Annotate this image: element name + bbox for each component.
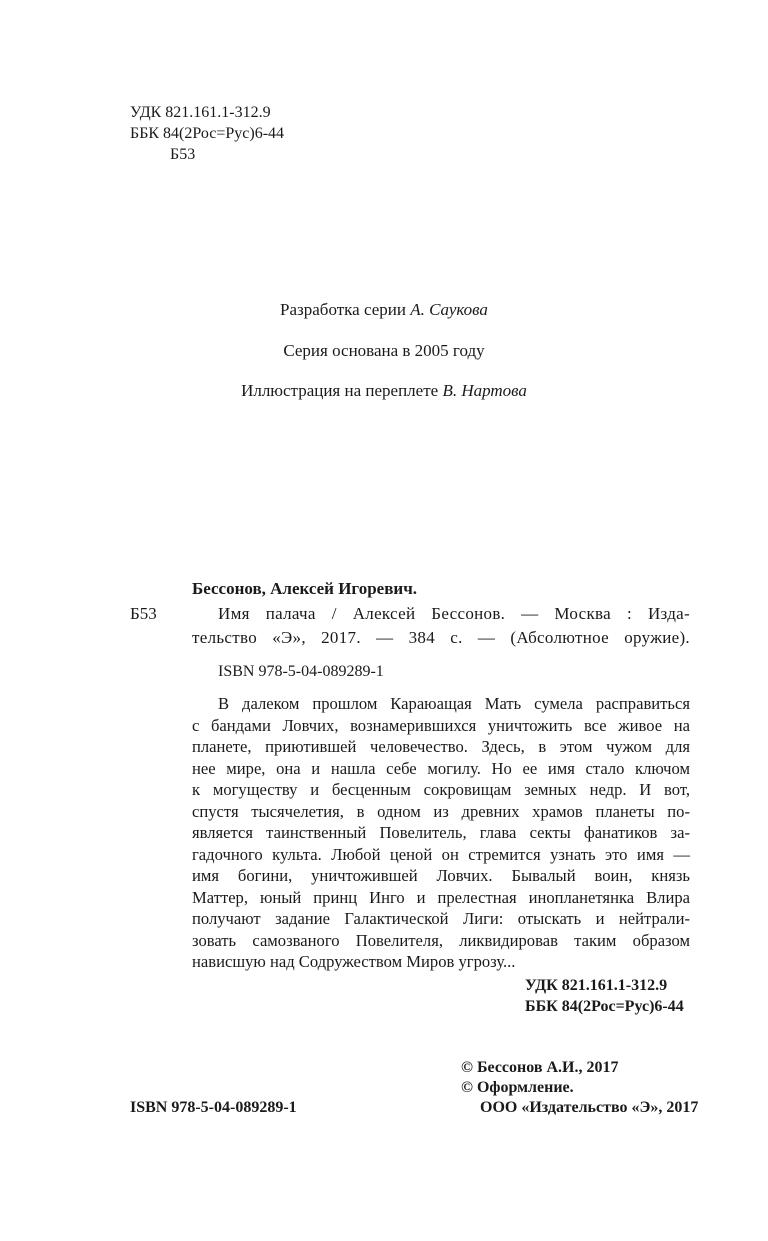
annotation-line: с бандами Ловчих, вознамерившихся уничтожить все живое на [192,715,690,735]
description-line-1: Имя палача / Алексей Бессонов. — Москва : Изда- [218,604,690,623]
copyright-design: © Оформление. [461,1079,574,1096]
annotation-line: В далеком прошлом Караюащая Мать сумела расправиться [218,694,690,713]
author-sign-top: Б53 [170,146,196,163]
copyright-author: © Бессонов А.И., 2017 [461,1059,619,1076]
annotation-line: гадочного культа. Любой ценой он стремится узнать это имя — [192,844,690,864]
annotation [192,693,690,973]
series-design-label: Разработка серии [280,300,411,319]
annotation-line: спустя тысячелетия, в одном из древних храмов планеты по- [192,801,690,821]
bbk-bottom: ББК 84(2Рос=Рус)6-44 [525,998,684,1015]
series-design-credit [0,299,768,320]
bbk-top: ББК 84(2Рос=Рус)6-44 [130,125,285,142]
annotation-line: имя богини, уничтожившей Ловчих. Бывалый воин, князь [192,866,690,885]
illustration-label: Иллюстрация на переплете [241,381,443,400]
udk-top: УДК 821.161.1-312.9 [130,104,271,121]
series-founded: Серия основана в 2005 году [283,341,485,360]
description-line-2: тельство «Э», 2017. — 384 с. — (Абсолютное оружие). [192,628,690,647]
annotation-line: получают задание Галактической Лиги: отыскать и нейтрали- [192,909,690,928]
annotation-line: является таинственный Повелитель, глава секты фанатиков за- [192,823,690,842]
annotation-line: нависшую над Содружеством Миров угрозу... [192,952,516,971]
annotation-line: нее мире, она и нашла себе могилу. Но ее имя стало ключом [192,758,690,778]
annotation-line: к могуществу и бесценным сокровищам земных недр. И вот, [192,780,690,799]
isbn: ISBN 978-5-04-089289-1 [218,663,384,680]
copyright-publisher: ООО «Издательство «Э», 2017 [480,1099,699,1116]
author-sign: Б53 [130,604,157,623]
series-design-name: А. Саукова [410,300,488,319]
footer-isbn: ISBN 978-5-04-089289-1 [130,1099,297,1116]
udk-bottom: УДК 821.161.1-312.9 [525,977,668,994]
author-heading: Бессонов, Алексей Игоревич. [192,579,418,598]
illustration-credit [0,380,768,401]
illustration-name: В. Нартова [442,381,527,400]
annotation-line: Маттер, юный принц Инго и прелестная инопланетянка Влира [192,887,690,907]
annotation-line: зовать самозваного Повелителя, ликвидировав таким образом [192,930,690,950]
annotation-line: планете, приютившей человечество. Здесь, в этом чужом для [192,737,690,756]
